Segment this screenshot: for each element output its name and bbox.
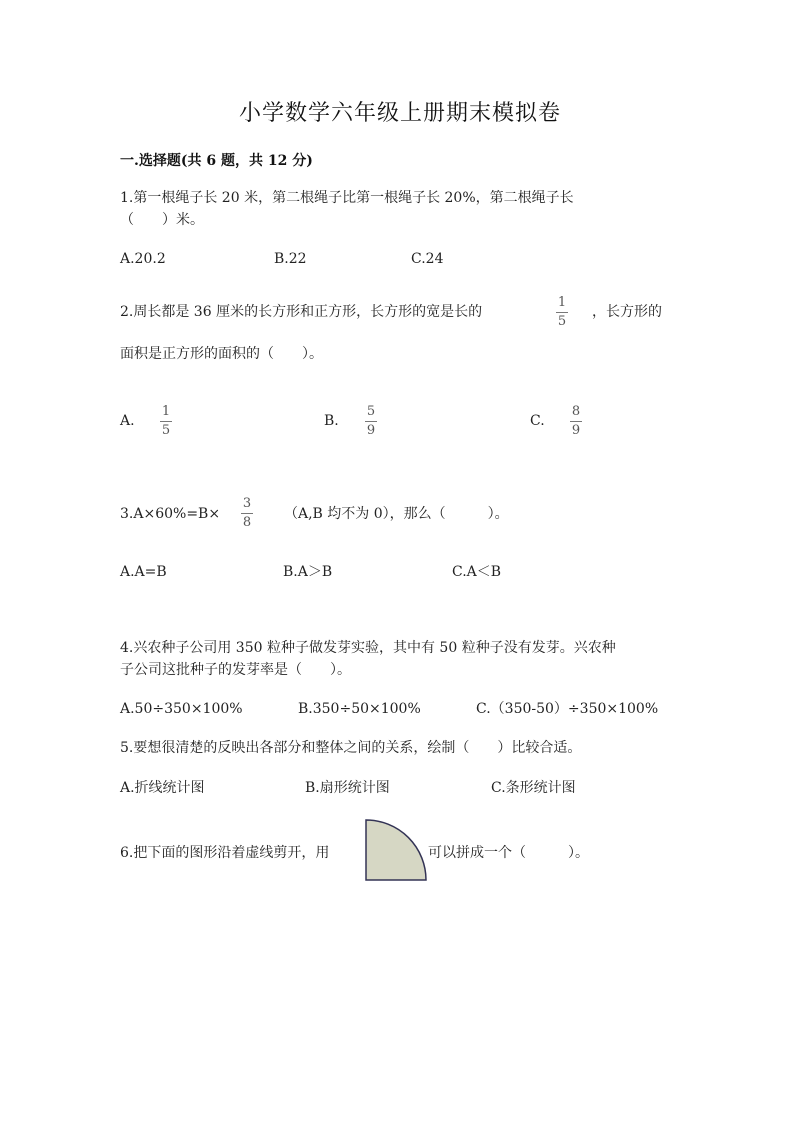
fraction-bar [570, 421, 582, 422]
question-5-option-b: B.扇形统计图 [305, 780, 390, 796]
question-2-option-a-label: A. [120, 413, 135, 429]
question-3-text-b: （A,B 均不为 0），那么（ ）。 [284, 506, 509, 522]
question-2-option-c-label: C. [530, 413, 545, 429]
question-2-text-a: 2.周长都是 36 厘米的长方形和正方形，长方形的宽是长的 [120, 304, 483, 320]
question-4-option-a: A.50÷350×100% [120, 701, 243, 717]
question-6-text-a: 6.把下面的图形沿着虚线剪开，用 [120, 845, 330, 861]
section-heading: 一.选择题(共 6 题，共 12 分) [120, 153, 313, 169]
question-2-option-b-label: B. [324, 413, 339, 429]
question-2-option-c-fraction [568, 405, 584, 438]
question-6-text-b: 可以拼成一个（ ）。 [428, 845, 589, 861]
question-2-option-b-fraction [363, 405, 379, 438]
fraction-numerator: 5 [366, 404, 376, 419]
fraction-numerator: 1 [161, 404, 171, 419]
question-4-line-2: 子公司这批种子的发芽率是（ ）。 [120, 662, 351, 678]
fraction-denominator: 9 [366, 423, 376, 438]
question-4-option-b: B.350÷50×100% [298, 701, 421, 717]
question-2-line-2: 面积是正方形的面积的（ ）。 [120, 346, 323, 362]
question-3-text-a: 3.A×60%=B× [120, 506, 221, 522]
question-1-option-a: A.20.2 [120, 251, 166, 267]
question-3-fraction [239, 497, 255, 530]
fraction-denominator: 5 [161, 423, 171, 438]
question-1-line-1: 1.第一根绳子长 20 米，第二根绳子比第一根绳子长 20%，第二根绳子长 [120, 190, 574, 206]
page-title: 小学数学六年级上册期末模拟卷 [238, 101, 561, 126]
question-3-option-b: B.A＞B [283, 564, 333, 580]
question-5-line-1: 5.要想很清楚的反映出各部分和整体之间的关系，绘制（ ）比较合适。 [120, 740, 582, 756]
fraction-bar [556, 312, 568, 313]
quarter-circle-shape [366, 820, 426, 880]
question-2-option-a-fraction [158, 405, 174, 438]
fraction-denominator: 9 [571, 423, 581, 438]
fraction-denominator: 8 [242, 515, 252, 530]
fraction-bar [365, 421, 377, 422]
fraction-denominator: 5 [557, 314, 567, 329]
quarter-circle-figure [364, 818, 428, 882]
question-3-option-a: A.A=B [120, 564, 167, 580]
question-4-line-1: 4.兴农种子公司用 350 粒种子做发芽实验，其中有 50 粒种子没有发芽。兴农种 [120, 640, 616, 656]
question-2-fraction [554, 296, 570, 329]
question-1-line-2: （ ）米。 [120, 212, 204, 228]
question-5-option-a: A.折线统计图 [120, 780, 205, 796]
fraction-bar [241, 513, 253, 514]
fraction-bar [160, 421, 172, 422]
question-1-option-c: C.24 [411, 251, 444, 267]
question-1-option-b: B.22 [274, 251, 307, 267]
fraction-numerator: 3 [242, 496, 252, 511]
fraction-numerator: 8 [571, 404, 581, 419]
question-3-option-c: C.A＜B [452, 564, 502, 580]
question-2-text-b: ，长方形的 [592, 304, 662, 320]
question-5-option-c: C.条形统计图 [491, 780, 576, 796]
fraction-numerator: 1 [557, 295, 567, 310]
question-4-option-c: C.（350-50）÷350×100% [476, 701, 659, 717]
